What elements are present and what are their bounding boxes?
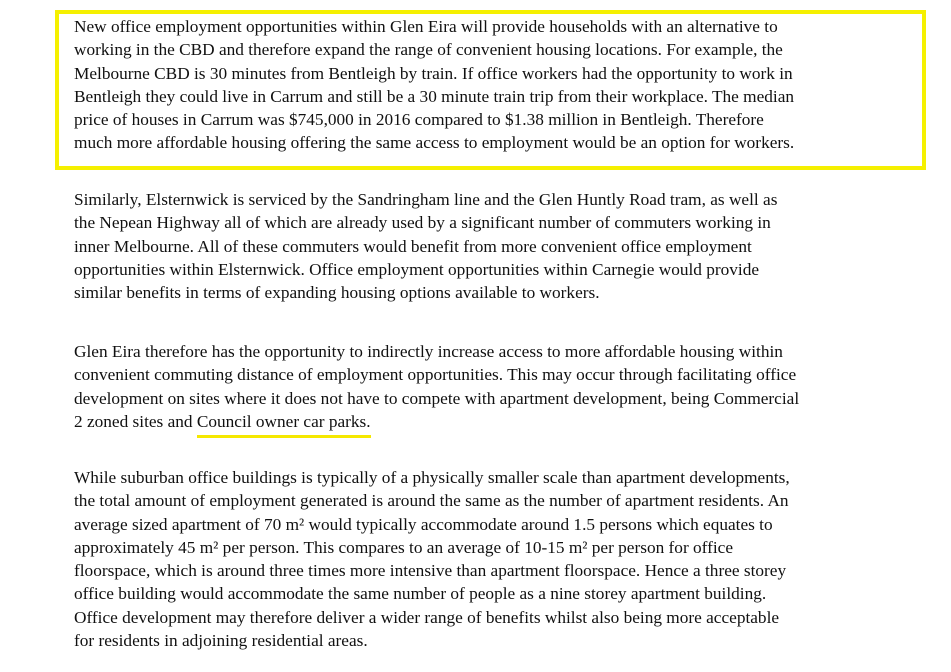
underlined-phrase: Council owner car parks. bbox=[197, 412, 371, 438]
paragraph-affordable-housing-text: Glen Eira therefore has the opportunity to indirectly increase access to more affordable housing within convenient commuting distance of employment opportunities. This may occur through facilitating office development on sites where it does not have to compete with apartment development, being Commercial 2 zoned sites and bbox=[74, 342, 800, 431]
paragraph-office-employment: New office employment opportunities within Glen Eira will provide households with an alternative to working in the CBD and therefore expand the range of convenient housing locations. For example, the Melbourne CBD is 30 minutes from Bentleigh by train. If office workers had the opportunity to work in Bentleigh they could live in Carrum and still be a 30 minute train trip from their workplace. The median price of houses in Carrum was $745,000 in 2016 compared to $1.38 million in Bentleigh. Therefore much more affordable housing offering the same access to employment would be an option for workers. bbox=[74, 17, 795, 153]
paragraph-affordable-housing bbox=[74, 340, 799, 438]
paragraph-elsternwick: Similarly, Elsternwick is serviced by the Sandringham line and the Glen Huntly Road tram, as well as the Nepean Highway all of which are already used by a significant number of commuters working in inner Melbourne. All of these commuters would benefit from more convenient office employment opportunities within Elsternwick. Office employment opportunities within Carnegie would provide similar benefits in terms of expanding housing options available to workers. bbox=[74, 190, 778, 303]
paragraph-suburban-office: While suburban office buildings is typically of a physically smaller scale than apartment developments, the total amount of employment generated is around the same as the number of apartment residents. An average sized apartment of 70 m² would typically accommodate around 1.5 persons which equates to approximately 45 m² per person. This compares to an average of 10-15 m² per person for office floorspace, which is around three times more intensive than apartment floorspace. Hence a three storey office building would accommodate the same number of people as a nine storey apartment building. Office development may therefore deliver a wider range of benefits whilst also being more acceptable for residents in adjoining residential areas. bbox=[74, 468, 790, 651]
